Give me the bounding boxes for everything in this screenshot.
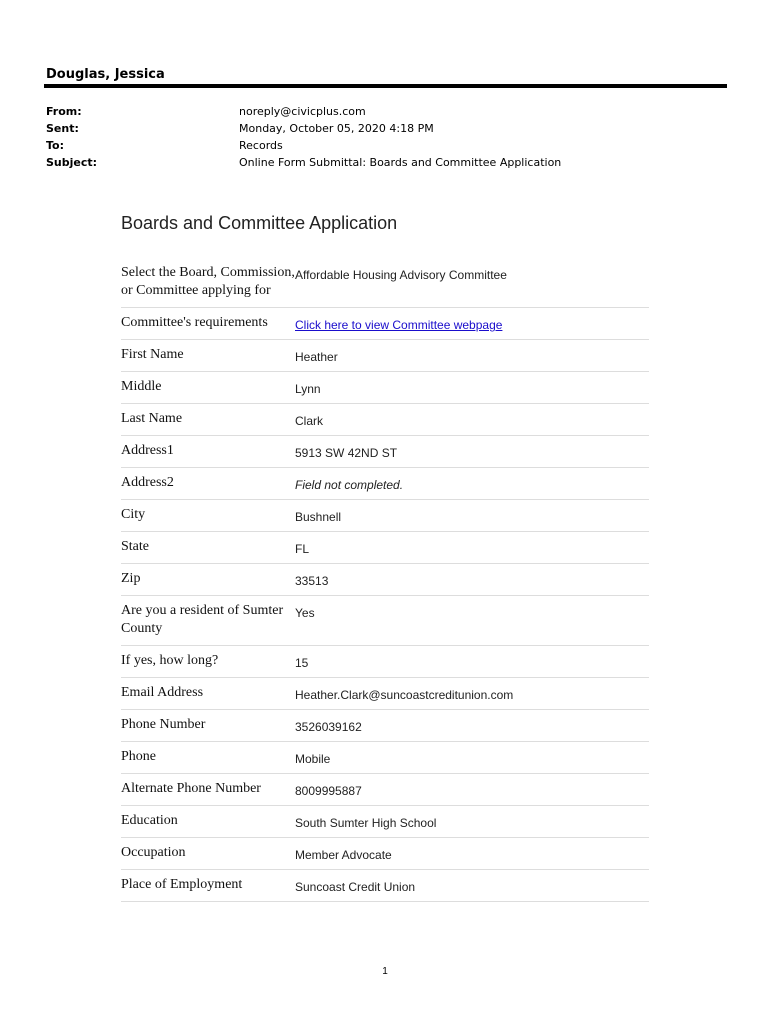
field-value: FL — [295, 542, 310, 556]
sender-name: Douglas, Jessica — [46, 67, 165, 82]
form-row-address1 — [121, 436, 649, 468]
field-label: Address2 — [121, 475, 174, 490]
form-title: Boards and Committee Application — [121, 213, 398, 233]
field-value: 15 — [295, 656, 309, 670]
form-row-requirements — [121, 308, 649, 340]
form-row-first-name — [121, 340, 649, 372]
field-label: Middle — [121, 379, 162, 394]
field-value: 5913 SW 42ND ST — [295, 446, 398, 460]
field-label: Phone Number — [121, 717, 206, 732]
field-value: 8009995887 — [295, 784, 362, 798]
form-row-middle — [121, 372, 649, 404]
committee-webpage-link[interactable]: Click here to view Committee webpage — [295, 318, 503, 332]
header-to — [46, 137, 561, 154]
field-label: If yes, how long? — [121, 653, 219, 668]
header-rule — [44, 84, 727, 88]
form-row-phone-number — [121, 710, 649, 742]
field-label: Zip — [121, 571, 141, 586]
header-sent-label: Sent: — [46, 122, 79, 135]
field-value: Heather.Clark@suncoastcreditunion.com — [295, 688, 514, 702]
field-label: Email Address — [121, 685, 204, 700]
field-label: State — [121, 539, 149, 554]
field-label: Alternate Phone Number — [121, 781, 261, 796]
field-value: Mobile — [295, 752, 331, 766]
header-to-value: Records — [239, 139, 283, 152]
form-row-occupation — [121, 838, 649, 870]
form-row-email — [121, 678, 649, 710]
form-row-board — [121, 258, 649, 308]
field-value: Field not completed. — [295, 478, 404, 492]
header-from — [46, 103, 561, 120]
form-row-employment — [121, 870, 649, 902]
form-row-phone — [121, 742, 649, 774]
form-row-how-long — [121, 646, 649, 678]
header-sent — [46, 120, 561, 137]
form-table — [121, 258, 649, 902]
field-value: Heather — [295, 350, 338, 364]
field-value: Clark — [295, 414, 324, 428]
field-label: Address1 — [121, 443, 174, 458]
field-value: Suncoast Credit Union — [295, 880, 416, 894]
form-row-last-name — [121, 404, 649, 436]
field-label: Place of Employment — [121, 877, 243, 892]
header-sent-value: Monday, October 05, 2020 4:18 PM — [239, 122, 434, 135]
form-row-address2 — [121, 468, 649, 500]
form-row-state — [121, 532, 649, 564]
field-value: South Sumter High School — [295, 816, 437, 830]
field-value: Yes — [295, 606, 315, 620]
field-value: 33513 — [295, 574, 329, 588]
field-label: City — [121, 507, 146, 522]
field-label: Are you a resident of Sumter County — [121, 603, 284, 636]
header-subject-value: Online Form Submittal: Boards and Committee Application — [239, 156, 562, 169]
field-label: Phone — [121, 749, 156, 764]
page-number: 1 — [382, 966, 388, 977]
header-from-value: noreply@civicplus.com — [239, 105, 366, 118]
field-value: 3526039162 — [295, 720, 362, 734]
field-label: Education — [121, 813, 178, 828]
form-row-city — [121, 500, 649, 532]
email-headers — [46, 103, 561, 171]
field-value: Lynn — [295, 382, 321, 396]
form-row-zip — [121, 564, 649, 596]
field-label: Occupation — [121, 845, 186, 860]
field-value: Affordable Housing Advisory Committee — [295, 268, 507, 282]
form-row-alt-phone — [121, 774, 649, 806]
header-subject-label: Subject: — [46, 156, 98, 169]
header-to-label: To: — [46, 139, 64, 152]
header-subject — [46, 154, 561, 171]
form-row-resident — [121, 596, 649, 646]
field-value: Bushnell — [295, 510, 342, 524]
field-label: Select the Board, Commission, or Committee applying for — [121, 265, 295, 298]
field-label: First Name — [121, 347, 184, 362]
field-value: Member Advocate — [295, 848, 392, 862]
header-from-label: From: — [46, 105, 82, 118]
field-label: Committee's requirements — [121, 315, 268, 330]
form-row-education — [121, 806, 649, 838]
field-label: Last Name — [121, 411, 183, 426]
